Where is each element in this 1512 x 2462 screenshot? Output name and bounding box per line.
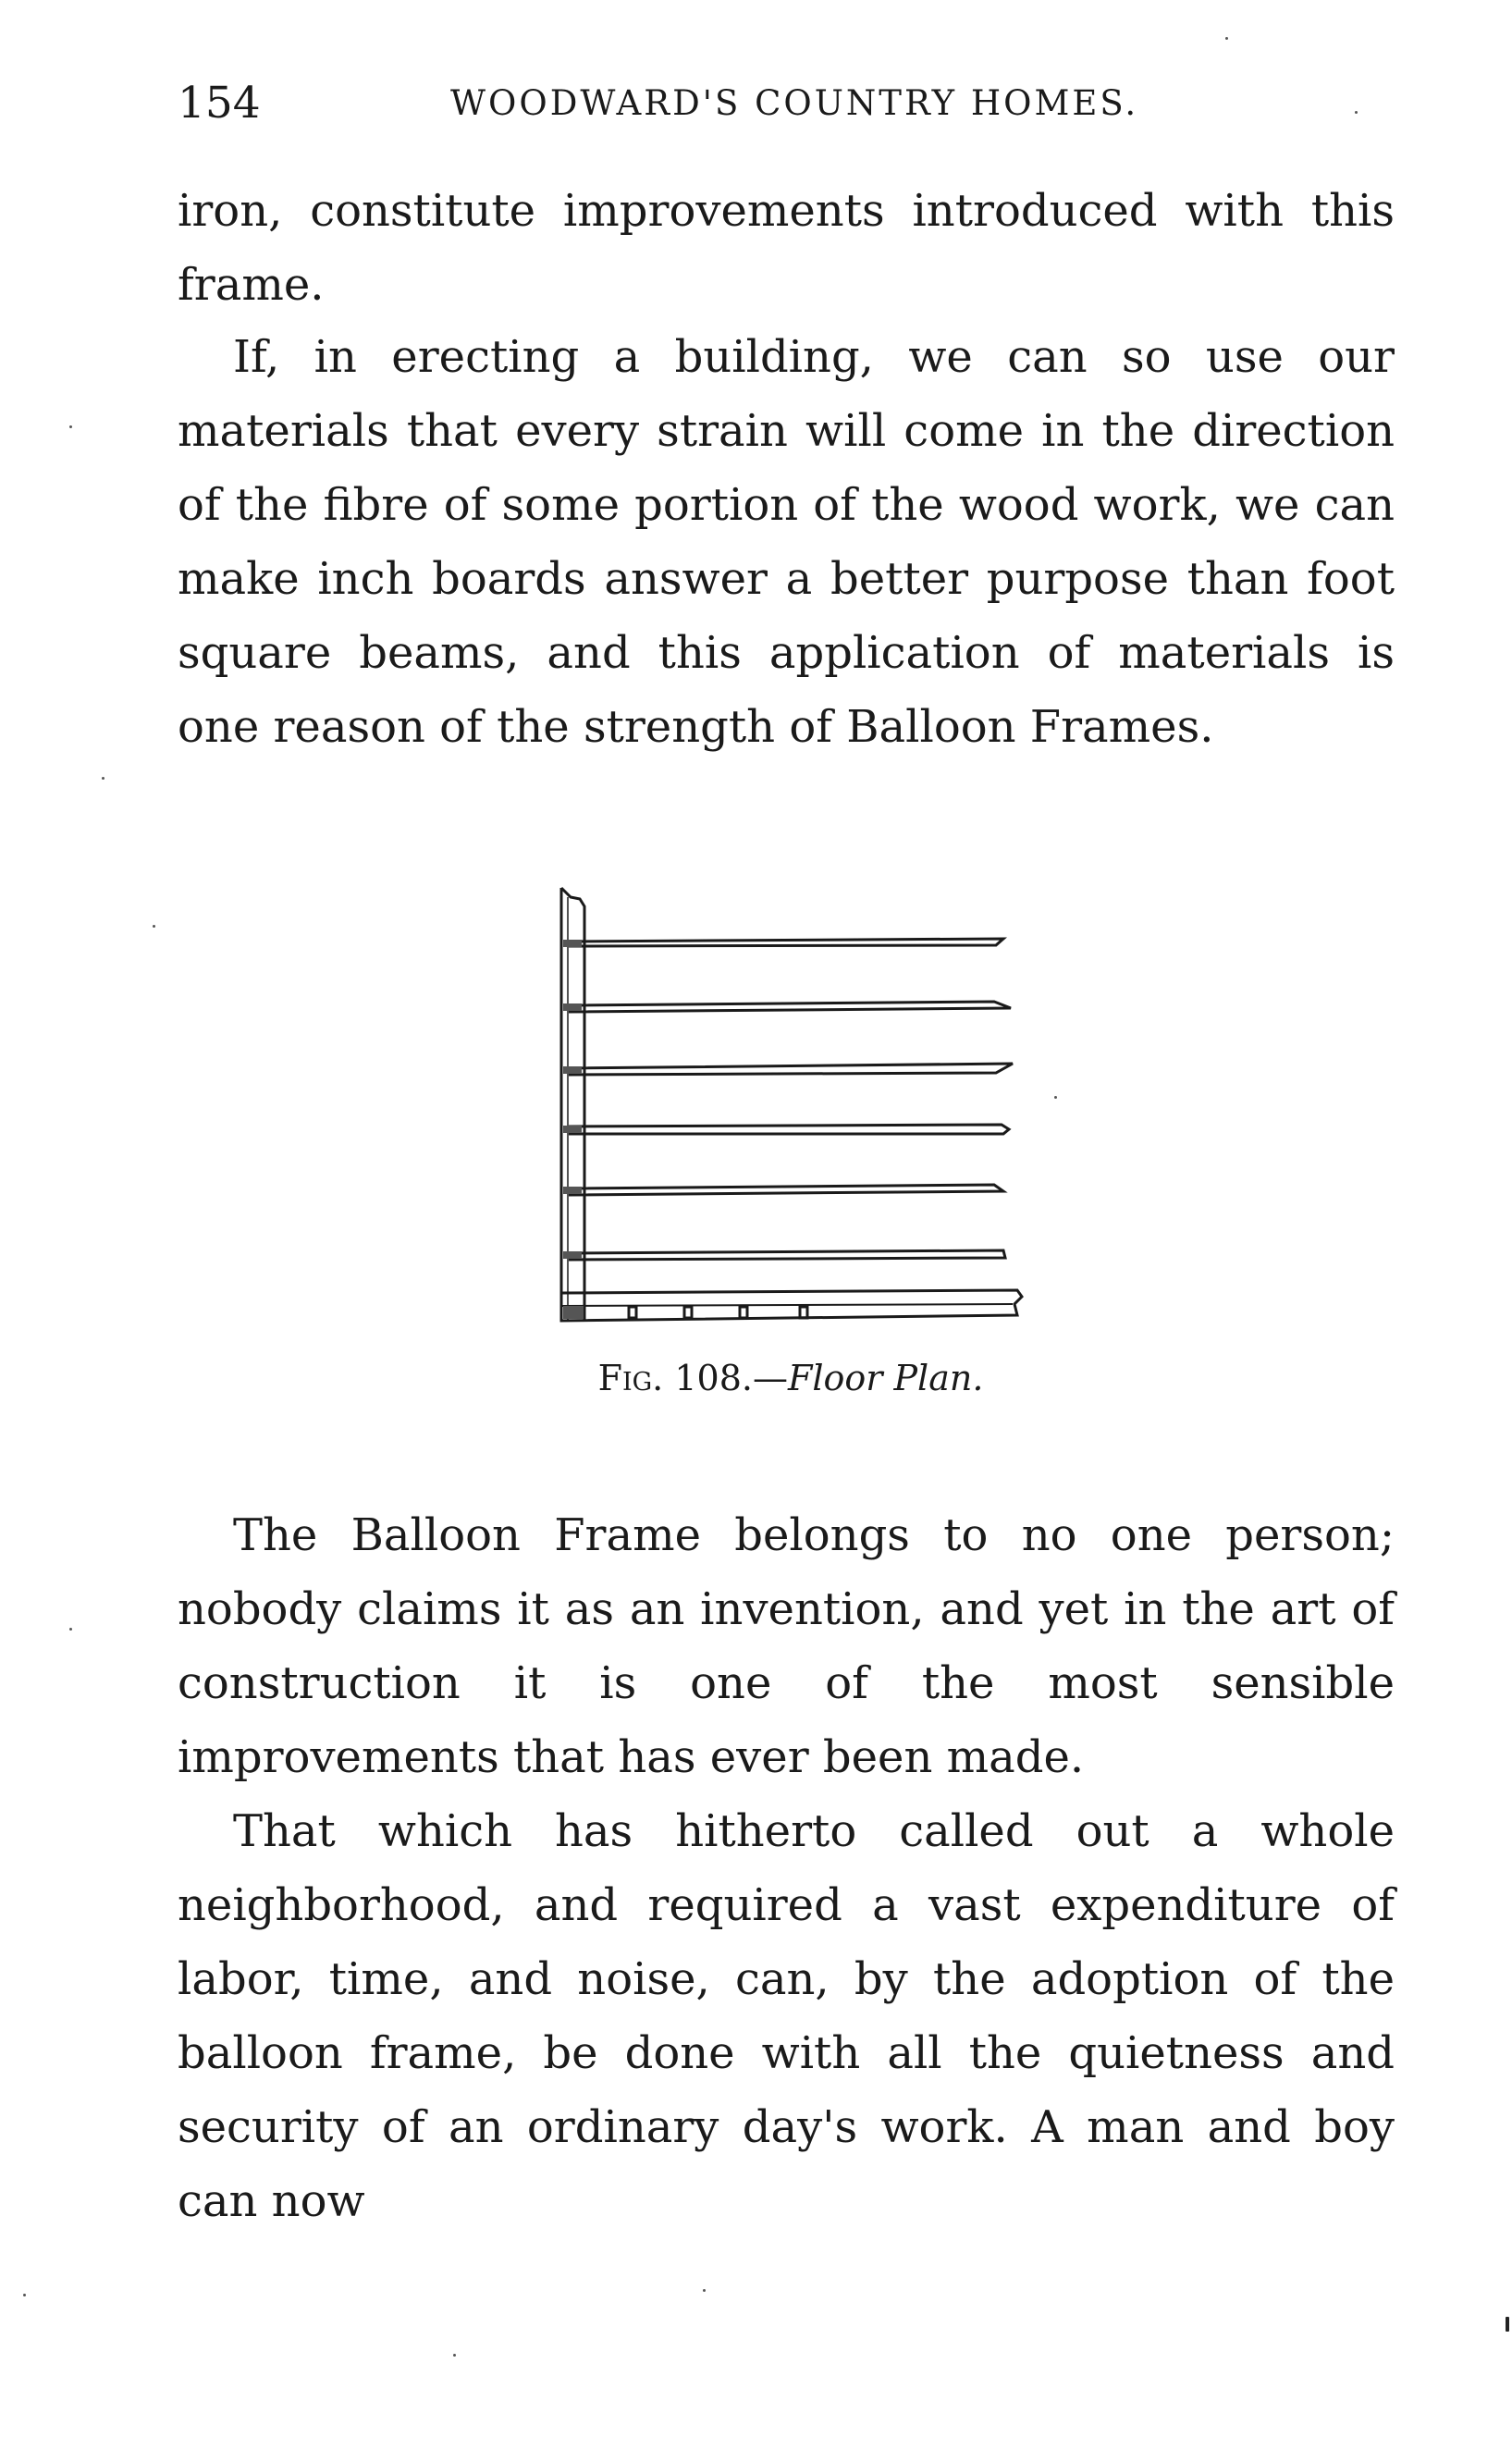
scan-mark bbox=[1506, 2317, 1509, 2332]
running-head bbox=[178, 76, 1395, 131]
figure-caption bbox=[550, 1355, 1031, 1401]
joist bbox=[563, 1185, 1003, 1195]
paragraph-balloon-frame: The Balloon Frame belongs to no one person; nobody claims it as an invention, and yet in the art of construction it is one of the most sensible improvements that has ever been made. bbox=[178, 1509, 1395, 1783]
scan-speck bbox=[703, 2289, 706, 2292]
paragraph-materials: If, in erecting a building, we can so use our materials that every strain will come in the direction of the fibre of some portion of the wood work, we can make inch boards answer a better purpose than foot square beams, and this application of materials is one reason of the strength of Balloon Frames. bbox=[178, 331, 1395, 753]
scan-speck bbox=[69, 425, 72, 428]
scan-speck bbox=[1054, 1096, 1057, 1099]
figure-dash: — bbox=[752, 1358, 788, 1398]
paragraph-neighborhood: That which has hitherto called out a whole neighborhood, and required a vast expenditure of labor, time, and noise, can, by the adoption of the balloon frame, be done with all the quietness and security of an ordinary day's work. A man and boy can now bbox=[178, 1805, 1395, 2227]
figure-floor-plan bbox=[550, 879, 1031, 1398]
joist bbox=[563, 1250, 1005, 1260]
scan-speck bbox=[1355, 111, 1358, 114]
joist bbox=[563, 1064, 1013, 1075]
joist bbox=[563, 1002, 1011, 1012]
page-number: 154 bbox=[178, 78, 261, 129]
floor-plan-illustration bbox=[550, 879, 1031, 1341]
paragraph-continuation: iron, constitute improvements introduced with this frame. bbox=[178, 185, 1395, 311]
scan-speck bbox=[153, 925, 155, 928]
joist bbox=[563, 1125, 1009, 1134]
end-board bbox=[561, 1290, 1022, 1321]
scan-speck bbox=[453, 2354, 456, 2357]
running-title: WOODWARD'S COUNTRY HOMES. bbox=[450, 83, 1139, 123]
scan-speck bbox=[102, 777, 104, 780]
joist bbox=[563, 939, 1003, 947]
figure-label: Fig. 108. bbox=[597, 1358, 753, 1398]
figure-title: Floor Plan. bbox=[787, 1358, 984, 1398]
scan-speck bbox=[1225, 37, 1228, 40]
scan-speck bbox=[69, 1628, 72, 1631]
scan-speck bbox=[23, 2294, 26, 2296]
